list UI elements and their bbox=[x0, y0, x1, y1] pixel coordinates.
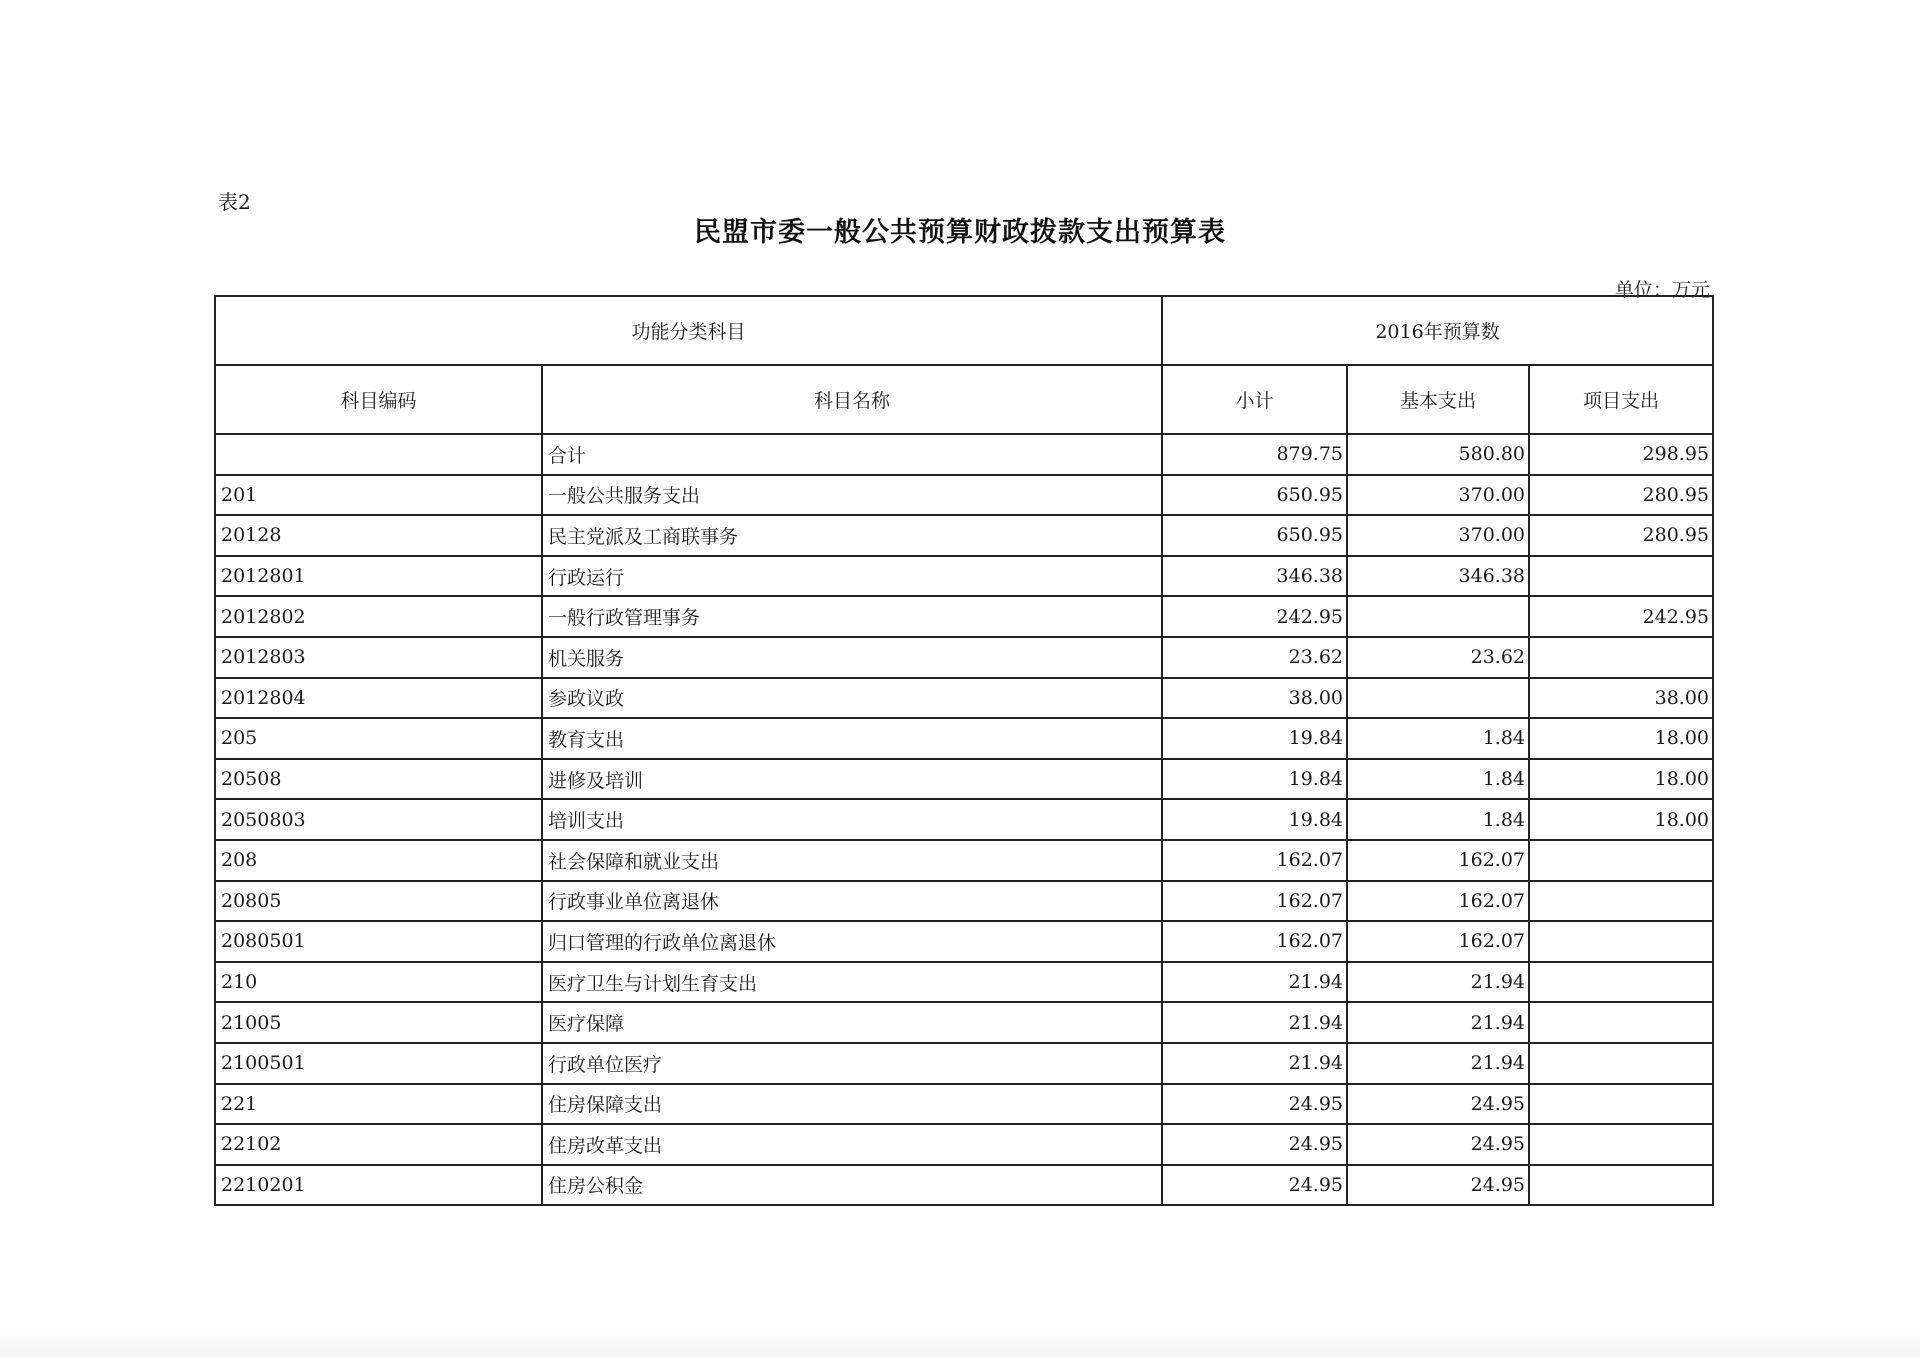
cell-project bbox=[1529, 556, 1713, 597]
cell-code bbox=[215, 434, 542, 475]
cell-subtotal: 242.95 bbox=[1162, 596, 1347, 637]
header-name: 科目名称 bbox=[542, 365, 1162, 434]
table-row bbox=[215, 1043, 1713, 1084]
cell-project: 242.95 bbox=[1529, 596, 1713, 637]
cell-project: 280.95 bbox=[1529, 515, 1713, 556]
cell-subtotal: 162.07 bbox=[1162, 840, 1347, 881]
cell-name: 社会保障和就业支出 bbox=[542, 840, 1162, 881]
cell-project bbox=[1529, 637, 1713, 678]
page-title: 民盟市委一般公共预算财政拨款支出预算表 bbox=[694, 217, 1226, 248]
cell-project: 18.00 bbox=[1529, 718, 1713, 759]
cell-code: 22102 bbox=[215, 1124, 542, 1165]
cell-code: 221 bbox=[215, 1084, 542, 1125]
header-column-row bbox=[215, 365, 1713, 434]
cell-name: 医疗保障 bbox=[542, 1002, 1162, 1043]
header-basic: 基本支出 bbox=[1347, 365, 1529, 434]
table-row bbox=[215, 799, 1713, 840]
cell-subtotal: 38.00 bbox=[1162, 678, 1347, 719]
cell-name: 行政运行 bbox=[542, 556, 1162, 597]
cell-code: 210 bbox=[215, 962, 542, 1003]
cell-basic: 21.94 bbox=[1347, 962, 1529, 1003]
cell-basic: 24.95 bbox=[1347, 1084, 1529, 1125]
cell-project bbox=[1529, 1043, 1713, 1084]
header-group-row bbox=[215, 296, 1713, 365]
cell-subtotal: 19.84 bbox=[1162, 759, 1347, 800]
cell-subtotal: 24.95 bbox=[1162, 1124, 1347, 1165]
table-row bbox=[215, 637, 1713, 678]
cell-project bbox=[1529, 1084, 1713, 1125]
cell-basic bbox=[1347, 596, 1529, 637]
cell-name: 住房保障支出 bbox=[542, 1084, 1162, 1125]
cell-name: 行政单位医疗 bbox=[542, 1043, 1162, 1084]
budget-table bbox=[214, 295, 1714, 1206]
cell-code: 2210201 bbox=[215, 1165, 542, 1206]
cell-code: 20508 bbox=[215, 759, 542, 800]
table-row bbox=[215, 596, 1713, 637]
cell-basic: 1.84 bbox=[1347, 799, 1529, 840]
cell-subtotal: 24.95 bbox=[1162, 1165, 1347, 1206]
table-row bbox=[215, 1002, 1713, 1043]
cell-code: 2100501 bbox=[215, 1043, 542, 1084]
cell-basic bbox=[1347, 678, 1529, 719]
cell-project: 18.00 bbox=[1529, 799, 1713, 840]
cell-project: 298.95 bbox=[1529, 434, 1713, 475]
cell-subtotal: 162.07 bbox=[1162, 881, 1347, 922]
cell-project bbox=[1529, 1002, 1713, 1043]
cell-project bbox=[1529, 1124, 1713, 1165]
cell-name: 归口管理的行政单位离退休 bbox=[542, 921, 1162, 962]
cell-subtotal: 650.95 bbox=[1162, 515, 1347, 556]
cell-code: 21005 bbox=[215, 1002, 542, 1043]
table-row bbox=[215, 515, 1713, 556]
cell-basic: 21.94 bbox=[1347, 1043, 1529, 1084]
table-row bbox=[215, 1124, 1713, 1165]
cell-name: 住房公积金 bbox=[542, 1165, 1162, 1206]
cell-basic: 24.95 bbox=[1347, 1124, 1529, 1165]
cell-project: 18.00 bbox=[1529, 759, 1713, 800]
cell-basic: 24.95 bbox=[1347, 1165, 1529, 1206]
table-row bbox=[215, 759, 1713, 800]
cell-name: 培训支出 bbox=[542, 799, 1162, 840]
cell-subtotal: 879.75 bbox=[1162, 434, 1347, 475]
cell-project bbox=[1529, 840, 1713, 881]
cell-subtotal: 346.38 bbox=[1162, 556, 1347, 597]
cell-code: 2050803 bbox=[215, 799, 542, 840]
cell-code: 208 bbox=[215, 840, 542, 881]
cell-name: 民主党派及工商联事务 bbox=[542, 515, 1162, 556]
cell-name: 行政事业单位离退休 bbox=[542, 881, 1162, 922]
cell-basic: 162.07 bbox=[1347, 921, 1529, 962]
cell-name: 教育支出 bbox=[542, 718, 1162, 759]
cell-name: 医疗卫生与计划生育支出 bbox=[542, 962, 1162, 1003]
cell-code: 20805 bbox=[215, 881, 542, 922]
cell-subtotal: 650.95 bbox=[1162, 475, 1347, 516]
cell-project bbox=[1529, 962, 1713, 1003]
cell-project bbox=[1529, 921, 1713, 962]
header-function-classification: 功能分类科目 bbox=[215, 296, 1162, 365]
cell-subtotal: 162.07 bbox=[1162, 921, 1347, 962]
cell-basic: 346.38 bbox=[1347, 556, 1529, 597]
table-row bbox=[215, 840, 1713, 881]
cell-name: 合计 bbox=[542, 434, 1162, 475]
cell-subtotal: 23.62 bbox=[1162, 637, 1347, 678]
cell-code: 2012803 bbox=[215, 637, 542, 678]
cell-basic: 1.84 bbox=[1347, 759, 1529, 800]
header-budget-year: 2016年预算数 bbox=[1162, 296, 1713, 365]
cell-code: 2080501 bbox=[215, 921, 542, 962]
cell-basic: 370.00 bbox=[1347, 475, 1529, 516]
cell-project: 38.00 bbox=[1529, 678, 1713, 719]
table-row bbox=[215, 962, 1713, 1003]
cell-basic: 1.84 bbox=[1347, 718, 1529, 759]
cell-project bbox=[1529, 1165, 1713, 1206]
cell-name: 住房改革支出 bbox=[542, 1124, 1162, 1165]
scan-edge bbox=[0, 1330, 1920, 1357]
table-body bbox=[215, 434, 1713, 1205]
cell-code: 20128 bbox=[215, 515, 542, 556]
table-row bbox=[215, 475, 1713, 516]
cell-code: 201 bbox=[215, 475, 542, 516]
table-row bbox=[215, 678, 1713, 719]
cell-subtotal: 19.84 bbox=[1162, 799, 1347, 840]
cell-subtotal: 21.94 bbox=[1162, 1002, 1347, 1043]
header-subtotal: 小计 bbox=[1162, 365, 1347, 434]
table-row bbox=[215, 1165, 1713, 1206]
table-row bbox=[215, 434, 1713, 475]
cell-basic: 370.00 bbox=[1347, 515, 1529, 556]
table-row bbox=[215, 921, 1713, 962]
cell-code: 2012804 bbox=[215, 678, 542, 719]
cell-basic: 162.07 bbox=[1347, 881, 1529, 922]
cell-project: 280.95 bbox=[1529, 475, 1713, 516]
cell-name: 参政议政 bbox=[542, 678, 1162, 719]
cell-name: 进修及培训 bbox=[542, 759, 1162, 800]
table-row bbox=[215, 718, 1713, 759]
cell-subtotal: 21.94 bbox=[1162, 1043, 1347, 1084]
cell-project bbox=[1529, 881, 1713, 922]
cell-basic: 162.07 bbox=[1347, 840, 1529, 881]
table-row bbox=[215, 1084, 1713, 1125]
cell-code: 2012802 bbox=[215, 596, 542, 637]
cell-subtotal: 21.94 bbox=[1162, 962, 1347, 1003]
cell-name: 一般公共服务支出 bbox=[542, 475, 1162, 516]
cell-subtotal: 19.84 bbox=[1162, 718, 1347, 759]
cell-name: 机关服务 bbox=[542, 637, 1162, 678]
table-row bbox=[215, 556, 1713, 597]
cell-basic: 580.80 bbox=[1347, 434, 1529, 475]
cell-basic: 21.94 bbox=[1347, 1002, 1529, 1043]
table-row bbox=[215, 881, 1713, 922]
table-label: 表2 bbox=[218, 190, 251, 214]
cell-code: 205 bbox=[215, 718, 542, 759]
header-project: 项目支出 bbox=[1529, 365, 1713, 434]
cell-name: 一般行政管理事务 bbox=[542, 596, 1162, 637]
header-code: 科目编码 bbox=[215, 365, 542, 434]
cell-code: 2012801 bbox=[215, 556, 542, 597]
unit-note: 单位：万元 bbox=[1614, 279, 1710, 301]
cell-subtotal: 24.95 bbox=[1162, 1084, 1347, 1125]
cell-basic: 23.62 bbox=[1347, 637, 1529, 678]
